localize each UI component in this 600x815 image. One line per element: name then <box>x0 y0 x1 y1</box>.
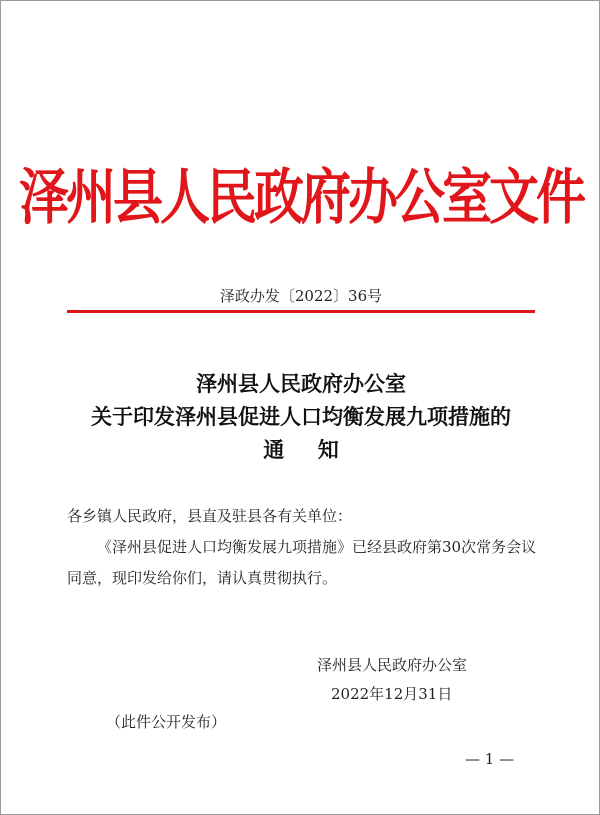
title-line-subject: 关于印发泽州县促进人口均衡发展九项措施的 <box>91 404 511 429</box>
body-paragraph: 《泽州县促进人口均衡发展九项措施》已经县政府第30次常务会议同意，现印发给你们，请认真贯彻执行。 <box>67 538 537 587</box>
page-number: — 1 — <box>465 750 515 768</box>
title-line-notice: 通知 <box>263 437 373 462</box>
document-number: 泽政办发〔2022〕36号 <box>219 287 383 305</box>
masthead-title: 泽州县人民政府办公室文件 <box>19 161 583 233</box>
red-separator-rule <box>67 310 535 313</box>
notice-title <box>1 367 600 466</box>
signature-date: 2022年12月31日 <box>331 685 453 703</box>
recipients-line: 各乡镇人民政府，县直及驻县各有关单位： <box>67 507 353 525</box>
disclosure-note: （此件公开发布） <box>106 713 227 731</box>
title-line-issuer: 泽州县人民政府办公室 <box>196 371 406 396</box>
signature-issuer: 泽州县人民政府办公室 <box>317 656 468 674</box>
